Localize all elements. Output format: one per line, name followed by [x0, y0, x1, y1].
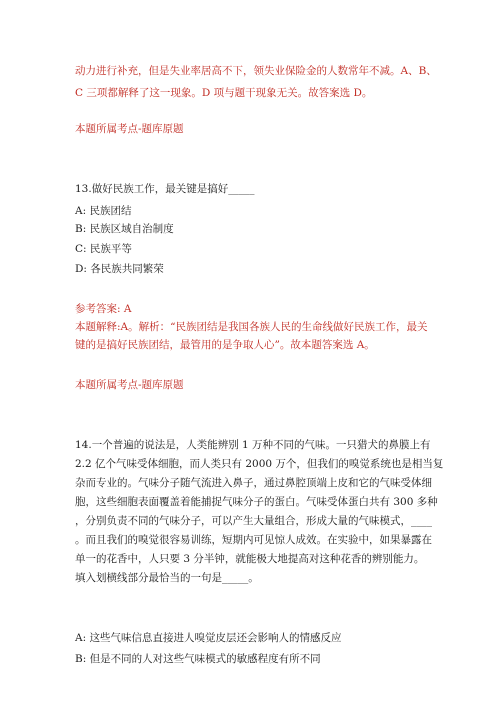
q14-stem-line: 2.2 亿个气味受体细胞，而人类只有 2000 万个，但我们的嗅觉系统也是相当复 [75, 458, 444, 470]
prev-explanation-line: C 三项都解释了这一现象。D 项与题干现象无关。故答案选 D。 [75, 87, 373, 99]
q13-explanation [75, 318, 427, 354]
q13-option-a: A: 民族团结 [75, 205, 132, 217]
q14-stem-line: ，分别负责不同的气味分子，可以产生大量组合，形成大量的气味模式，____ [75, 515, 432, 527]
prev-explanation-line: 动力进行补充，但是失业率居高不下，领失业保险金的人数常年不减。A、B、 [75, 65, 437, 77]
q14-option-a: A: 这些气味信息直接进人嗅觉皮层还会影响人的情感反应 [75, 632, 342, 644]
q13-answer: 参考答案: A [75, 303, 132, 315]
q14-stem-line: 单一的花香中，人只要 3 分半钟，就能极大地提高对这种花香的辨别能力。 [75, 553, 425, 565]
question-13-stem: 13.做好民族工作，最关键是搞好_____ [75, 183, 255, 195]
question-source: 本题所属考点-题库原题 [75, 379, 184, 391]
question-14-stem [75, 436, 444, 588]
q14-option-b: B: 但是不同的人对这些气味模式的敏感程度有所不同 [75, 653, 321, 665]
q14-stem-line: 胞，这些细胞表面覆盖着能捕捉气味分子的蛋白。气味受体蛋白共有 300 多种 [75, 496, 438, 508]
q13-option-c: C: 民族平等 [75, 243, 132, 255]
q14-stem-line: 14.一个普遍的说法是，人类能辨别 1 万种不同的气味。一只猎犬的鼻膜上有 [75, 439, 431, 451]
q13-option-b: B: 民族区域自治制度 [75, 223, 174, 235]
q13-option-d: D: 各民族共同繁荣 [75, 263, 164, 275]
q13-explanation-line: 本题解释:A。解析：“民族团结是我国各族人民的生命线做好民族工作，最关 [75, 321, 428, 333]
q13-explanation-line: 键的是搞好民族团结，最管用的是争取人心”。故本题答案选 A。 [75, 339, 375, 351]
q14-stem-line: 杂而专业的。气味分子随气流进入鼻子，通过鼻腔顶端上皮和它的气味受体细 [75, 477, 432, 489]
q14-stem-line: 。而且我们的嗅觉很容易训练，短期内可见惊人成效。在实验中，如果暴露在 [75, 534, 432, 546]
prev-explanation [75, 62, 437, 102]
q14-stem-line: 填入划横线部分最恰当的一句是_____。 [75, 572, 259, 584]
question-source: 本题所属考点-题库原题 [75, 123, 184, 135]
